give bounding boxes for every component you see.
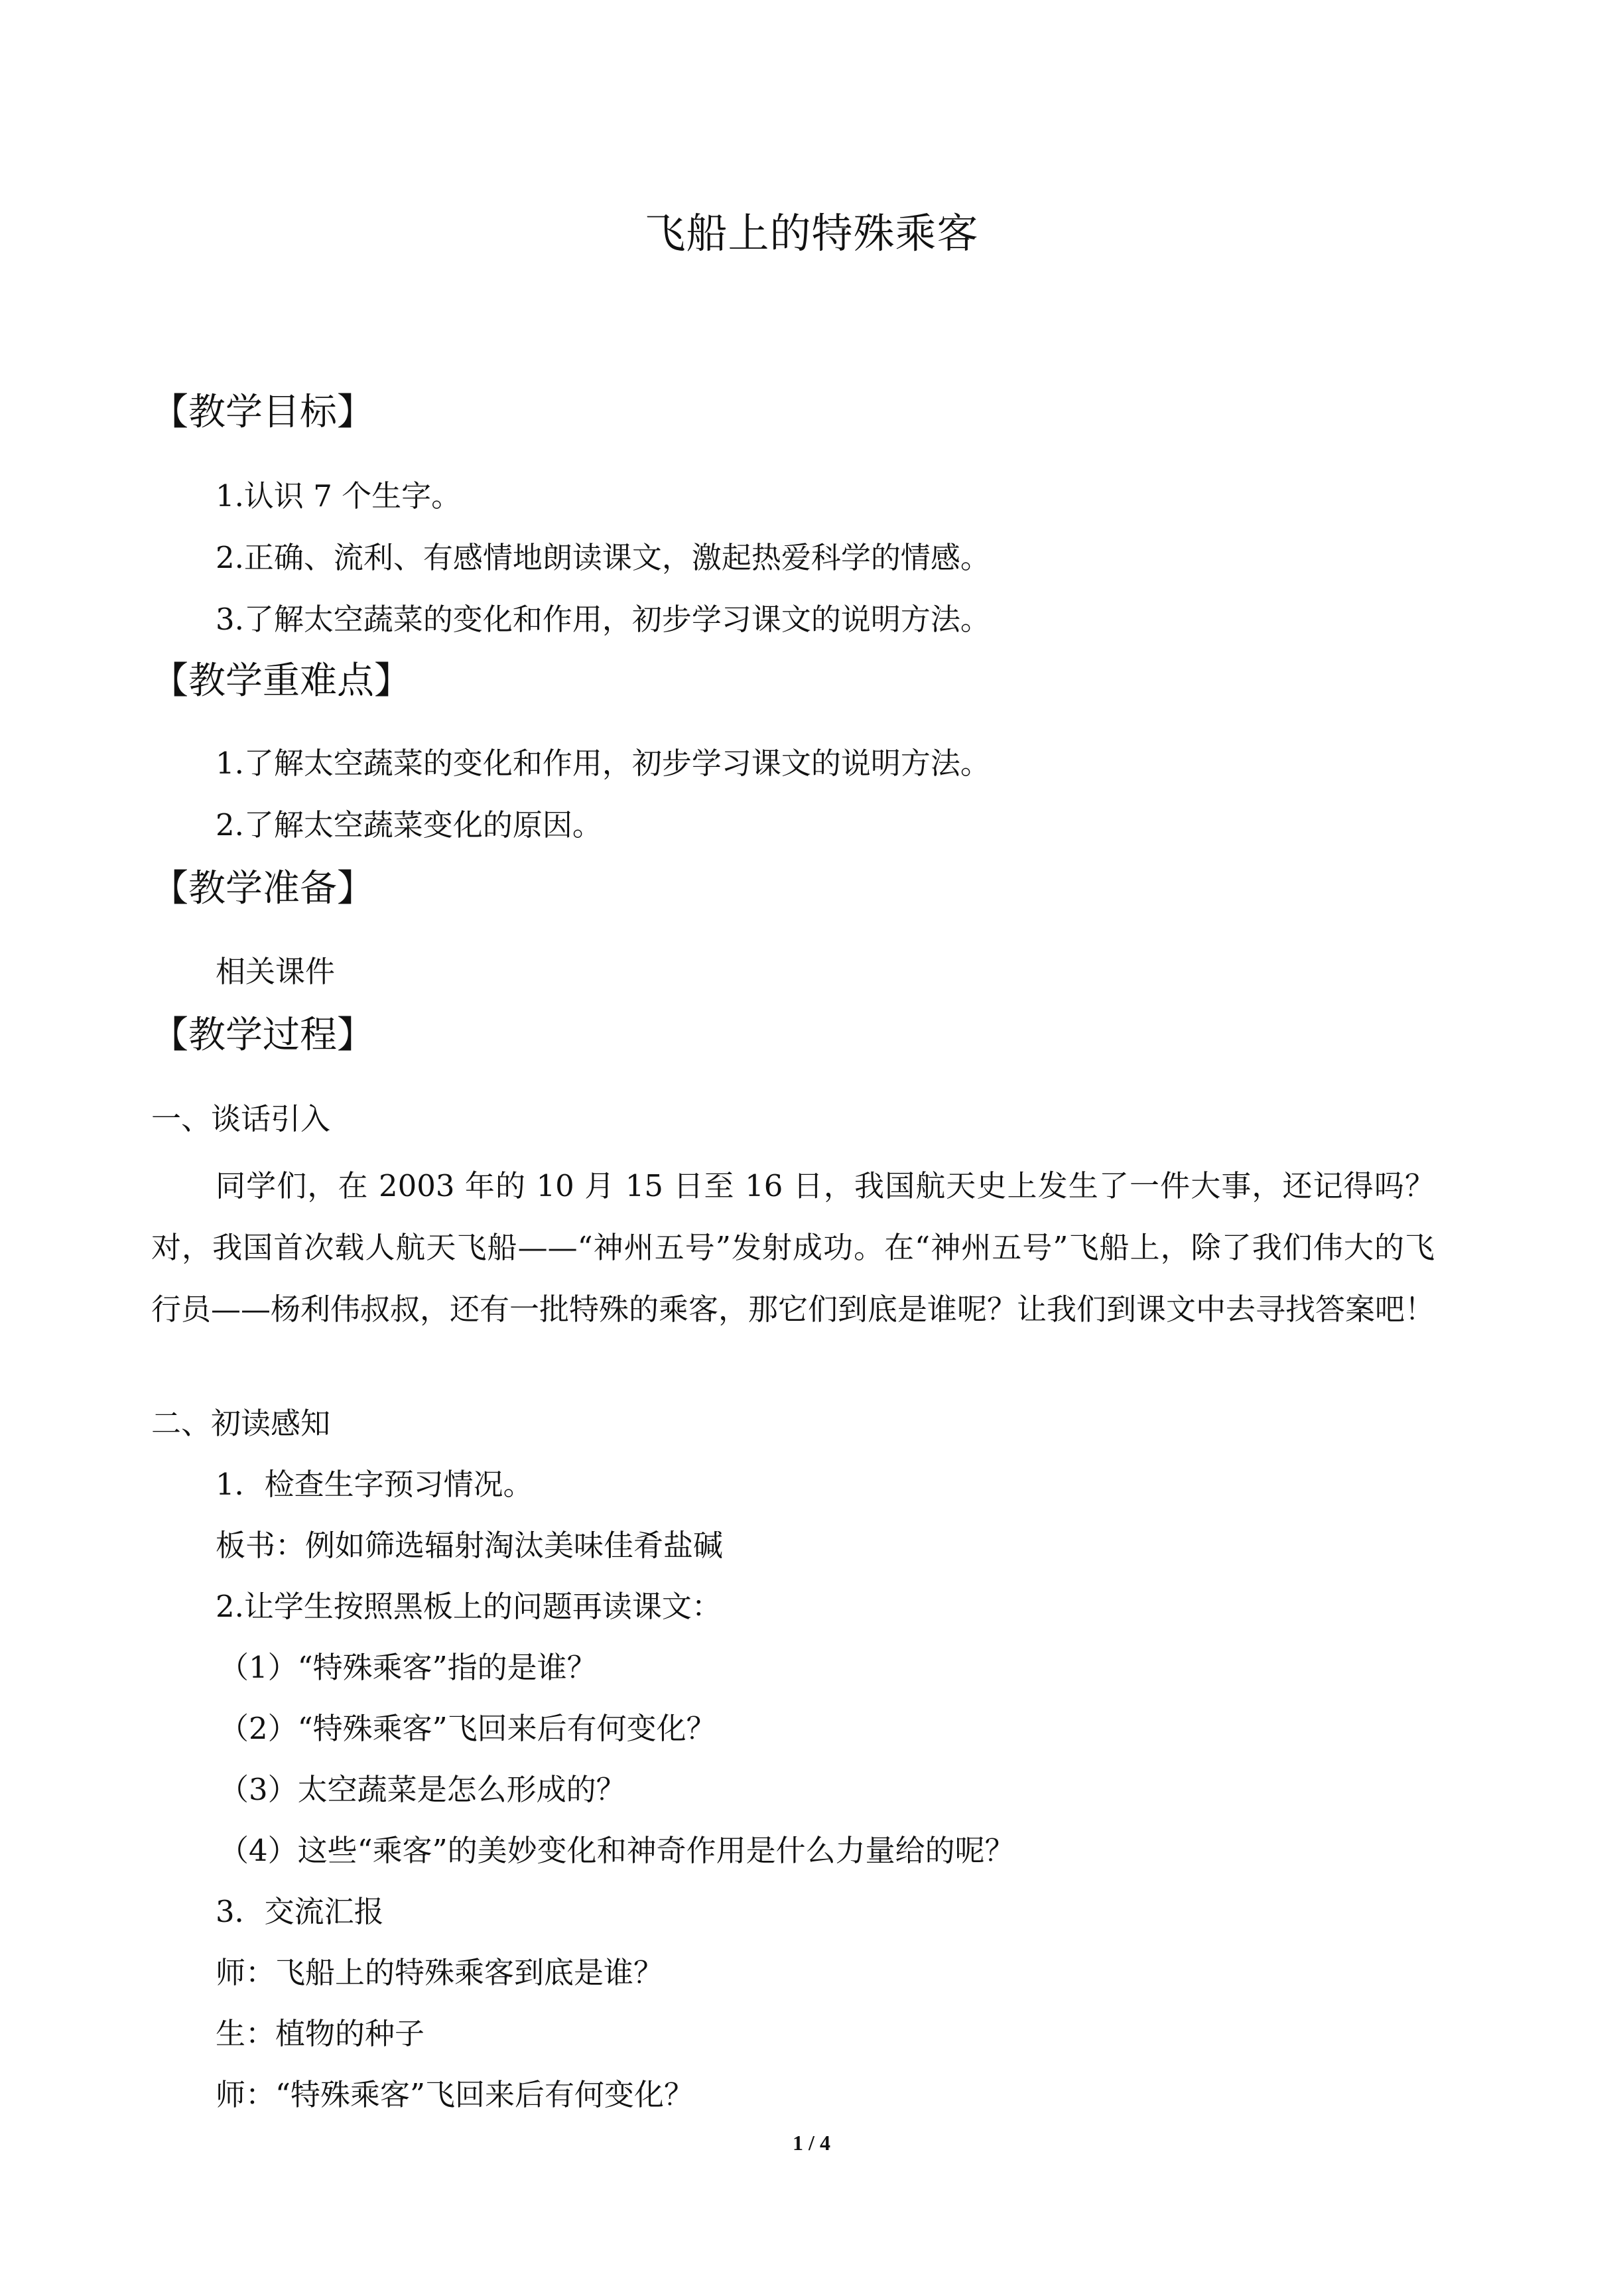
process-part-title: 二、初读感知 — [151, 1406, 331, 1441]
key-point-item: 1.了解太空蔬菜的变化和作用，初步学习课文的说明方法。 — [216, 746, 990, 781]
page-number: 1 / 4 — [793, 2131, 830, 2155]
process-part-title: 一、谈话引入 — [151, 1101, 331, 1136]
section-heading-key-points: 【教学重难点】 — [151, 659, 411, 703]
question-item: （3）太空蔬菜是怎么形成的？ — [219, 1772, 626, 1807]
process-step: 2.让学生按照黑板上的问题再读课文： — [216, 1589, 722, 1624]
section-heading-objectives: 【教学目标】 — [151, 391, 374, 434]
dialogue-line: 师：“特殊乘客”飞回来后有何变化？ — [216, 2077, 694, 2112]
question-item: （1）“特殊乘客”指的是谁？ — [219, 1650, 597, 1685]
intro-paragraph: 同学们，在 2003 年的 10 月 15 日至 16 日，我国航天史上发生了一件大事，还记得吗？对，我国首次载人航天飞船——“神州五号”发射成功。在“神州五号”飞船上，除了我们伟大的飞行员——杨利伟叔叔，还有一批特殊的乘客，那它们到底是谁呢？让我们到课文中去寻找答案吧！ — [151, 1168, 1435, 1327]
board-text: 板书：例如筛选辐射淘汰美味佳肴盐碱 — [216, 1528, 724, 1563]
objective-item: 1.认识 7 个生字。 — [216, 478, 462, 513]
key-point-item: 2.了解太空蔬菜变化的原因。 — [216, 807, 602, 843]
section-heading-preparation: 【教学准备】 — [151, 867, 374, 910]
question-item: （4）这些“乘客”的美妙变化和神奇作用是什么力量给的呢？ — [219, 1833, 1015, 1868]
document-title: 飞船上的特殊乘客 — [644, 209, 979, 257]
question-item: （2）“特殊乘客”飞回来后有何变化？ — [219, 1711, 716, 1746]
dialogue-line: 师：飞船上的特殊乘客到底是谁？ — [216, 1955, 664, 1990]
section-heading-process: 【教学过程】 — [151, 1014, 374, 1057]
objective-item: 3.了解太空蔬菜的变化和作用，初步学习课文的说明方法。 — [216, 602, 990, 637]
objective-item: 2.正确、流利、有感情地朗读课文，激起热爱科学的情感。 — [216, 540, 990, 575]
preparation-text: 相关课件 — [216, 954, 336, 989]
dialogue-line: 生：植物的种子 — [216, 2016, 425, 2051]
process-step: 3．交流汇报 — [216, 1894, 384, 1929]
process-step: 1．检查生字预习情况。 — [216, 1467, 533, 1502]
